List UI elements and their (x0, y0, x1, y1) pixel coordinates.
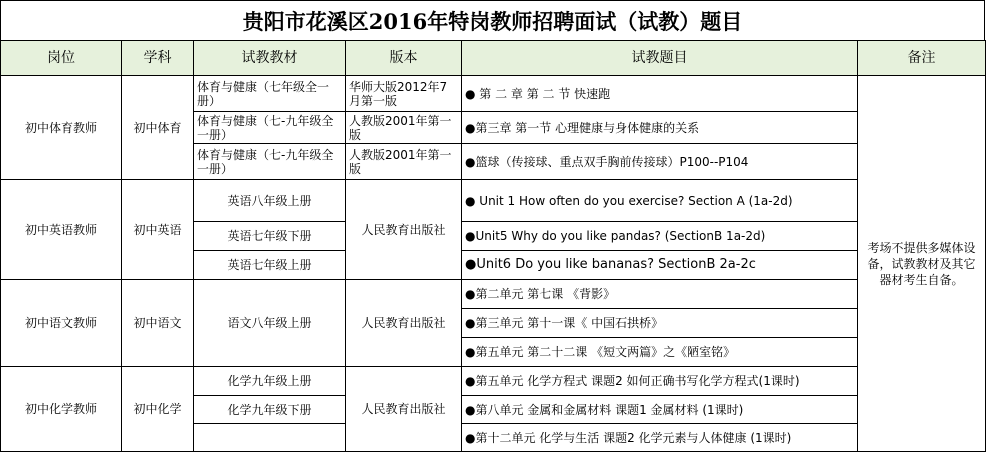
topic-cell: ● Unit 1 How often do you exercise? Section A (1a-2d) (462, 180, 858, 222)
material-cell: 英语七年级上册 (194, 251, 346, 280)
material-cell: 体育与健康（七-九年级全一册） (194, 144, 346, 180)
material-cell: 英语八年级上册 (194, 180, 346, 222)
topic-cell: ● 第 二 章 第 二 节 快速跑 (462, 76, 858, 112)
material-cell: 英语七年级下册 (194, 222, 346, 251)
position-cell: 初中体育教师 (1, 76, 122, 180)
material-cell: 化学九年级上册 (194, 367, 346, 396)
position-cell: 初中英语教师 (1, 180, 122, 280)
subject-cell: 初中英语 (122, 180, 194, 280)
header-position: 岗位 (1, 41, 122, 76)
topic-cell: ●Unit5 Why do you like pandas? (SectionB 1a-2d) (462, 222, 858, 251)
topic-cell: ●第十二单元 化学与生活 课题2 化学元素与人体健康 (1课时) (462, 424, 858, 452)
material-cell: 体育与健康（七-九年级全一册） (194, 112, 346, 144)
topic-cell: ●篮球（传接球、重点双手胸前传接球）P100--P104 (462, 144, 858, 180)
edition-cell: 人民教育出版社 (346, 280, 462, 367)
header-topic: 试教题目 (462, 41, 858, 76)
topic-cell: ●第三单元 第十一课《 中国石拱桥》 (462, 309, 858, 338)
edition-cell: 人民教育出版社 (346, 367, 462, 452)
material-cell-filler (194, 424, 346, 452)
exam-table (0, 40, 986, 452)
topic-cell: ●第三章 第一节 心理健康与身体健康的关系 (462, 112, 858, 144)
note-cell: 考场不提供多媒体设备，试教教材及其它器材考生自备。 (858, 76, 986, 452)
header-subject: 学科 (122, 41, 194, 76)
topic-cell: ●第五单元 第二十二课 《短文两篇》之《陋室铭》 (462, 338, 858, 367)
header-edition: 版本 (346, 41, 462, 76)
page-title: 贵阳市花溪区2016年特岗教师招聘面试（试教）题目 (0, 0, 985, 40)
topic-cell: ●第五单元 化学方程式 课题2 如何正确书写化学方程式(1课时) (462, 367, 858, 396)
material-cell: 语文八年级上册 (194, 280, 346, 367)
edition-cell: 人教版2001年第一版 (346, 144, 462, 180)
subject-cell: 初中语文 (122, 280, 194, 367)
edition-cell: 华师大版2012年7月第一版 (346, 76, 462, 112)
table-row (1, 367, 986, 396)
edition-cell: 人教版2001年第一版 (346, 112, 462, 144)
header-row (1, 41, 986, 76)
subject-cell: 初中体育 (122, 76, 194, 180)
material-cell: 体育与健康（七年级全一册） (194, 76, 346, 112)
position-cell: 初中语文教师 (1, 280, 122, 367)
edition-cell: 人民教育出版社 (346, 180, 462, 280)
header-note: 备注 (858, 41, 986, 76)
material-cell: 化学九年级下册 (194, 396, 346, 424)
table-row (1, 76, 986, 112)
subject-cell: 初中化学 (122, 367, 194, 452)
header-material: 试教教材 (194, 41, 346, 76)
position-cell: 初中化学教师 (1, 367, 122, 452)
topic-cell: ●第八单元 金属和金属材料 课题1 金属材料 (1课时) (462, 396, 858, 424)
topic-cell: ●第二单元 第七课 《背影》 (462, 280, 858, 309)
table-row (1, 180, 986, 222)
topic-cell: ●Unit6 Do you like bananas? SectionB 2a-2c (462, 251, 858, 280)
table-row (1, 280, 986, 309)
